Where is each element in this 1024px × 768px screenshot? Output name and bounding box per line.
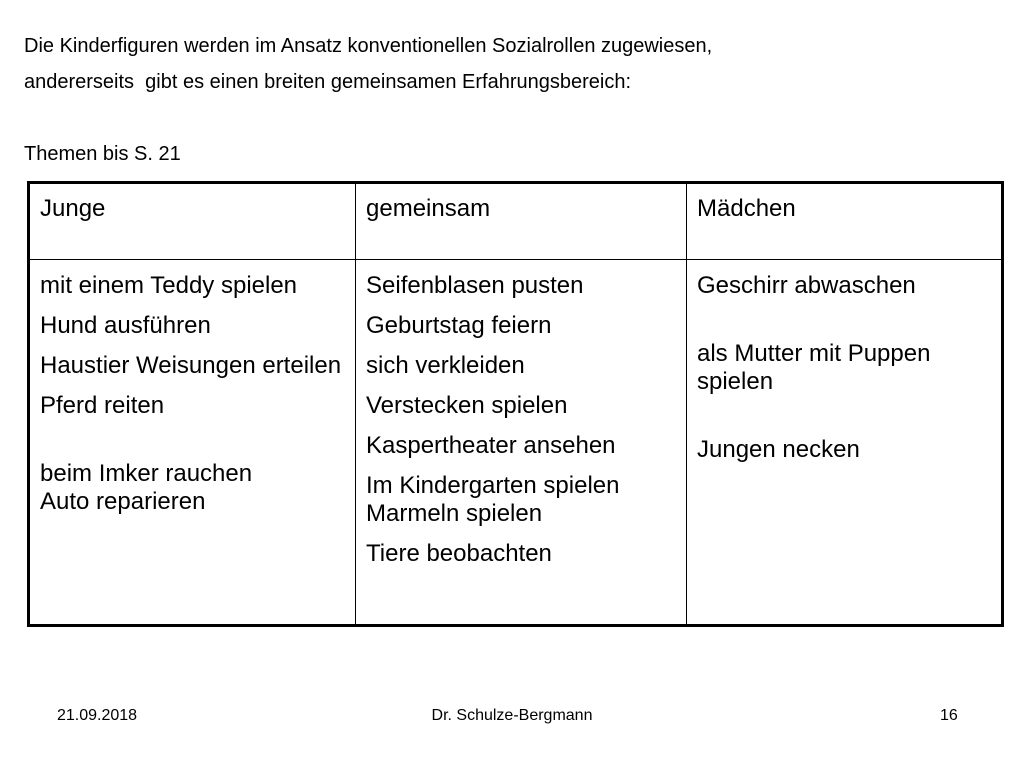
page-number: 16 (940, 707, 958, 724)
list-item: sich verkleiden (366, 352, 525, 379)
list-item: Haustier Weisungen erteilen (40, 352, 342, 379)
list-item: Verstecken spielen (366, 392, 568, 419)
header-gemeinsam: gemeinsam (355, 184, 686, 260)
footer-author: Dr. Schulze-Bergmann (431, 707, 593, 724)
list-item: Hund ausführen (40, 312, 211, 339)
footer-date: 21.09.2018 (57, 707, 138, 724)
list-item: Tiere beobachten (366, 540, 552, 567)
list-item: Marmeln spielen (366, 500, 543, 527)
subtitle: Themen bis S. 21 (24, 143, 181, 165)
list-item: als Mutter mit Puppen spielen (697, 340, 931, 395)
topics-table (27, 181, 1004, 627)
column-maedchen (686, 260, 1001, 624)
column-gemeinsam (355, 260, 686, 624)
list-item: Seifenblasen pusten (366, 272, 584, 299)
column-junge (30, 260, 355, 624)
list-item: Geschirr abwaschen (697, 272, 916, 299)
intro-line-1: Die Kinderfiguren werden im Ansatz konventionellen Sozialrollen zugewiesen, (24, 35, 713, 57)
header-maedchen: Mädchen (686, 184, 1001, 260)
list-item: Pferd reiten (40, 392, 165, 419)
list-item: mit einem Teddy spielen (40, 272, 298, 299)
list-item: Jungen necken (697, 436, 860, 463)
header-junge: Junge (30, 184, 355, 260)
intro-text (24, 28, 984, 100)
list-item: Im Kindergarten spielen (366, 472, 620, 499)
list-item: Auto reparieren (40, 488, 206, 515)
list-item: Kaspertheater ansehen (366, 432, 616, 459)
list-item: beim Imker rauchen (40, 460, 253, 487)
list-item: Geburtstag feiern (366, 312, 552, 339)
intro-line-2: andererseits gibt es einen breiten gemeinsamen Erfahrungsbereich: (24, 71, 632, 93)
